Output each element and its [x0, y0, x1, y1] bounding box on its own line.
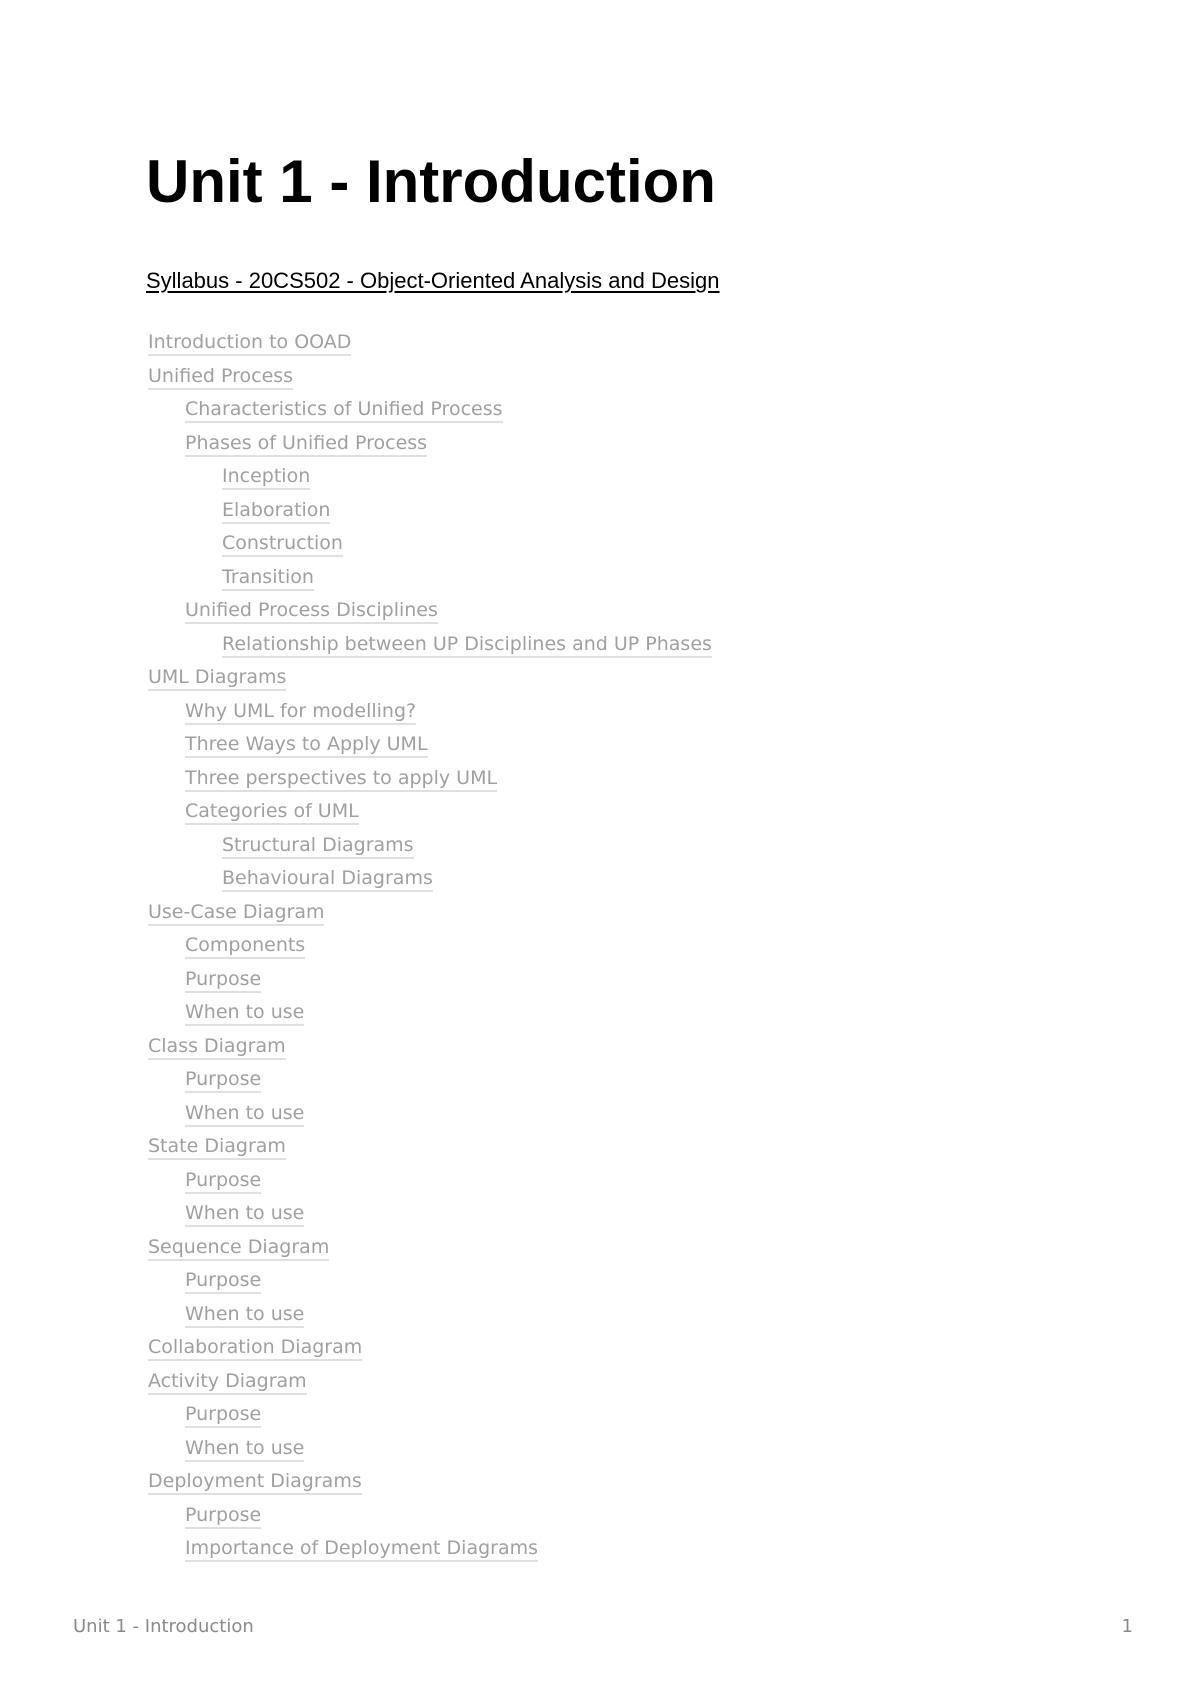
toc-link[interactable]: When to use	[185, 1303, 304, 1328]
toc-item	[148, 1532, 712, 1566]
toc-link[interactable]: When to use	[185, 1001, 304, 1026]
toc-link[interactable]: Components	[185, 934, 305, 959]
footer-page-number: 1	[1121, 1616, 1133, 1637]
toc-item	[148, 1097, 712, 1131]
toc-item	[148, 1365, 712, 1399]
toc-item	[148, 862, 712, 896]
toc-link[interactable]: Purpose	[185, 1504, 261, 1529]
toc-link[interactable]: Construction	[222, 532, 343, 557]
toc-link[interactable]: When to use	[185, 1437, 304, 1462]
toc-item	[148, 728, 712, 762]
toc-item	[148, 561, 712, 595]
toc-item	[148, 929, 712, 963]
table-of-contents	[148, 326, 712, 1566]
toc-item	[148, 695, 712, 729]
toc-link[interactable]: Collaboration Diagram	[148, 1336, 362, 1361]
toc-item	[148, 829, 712, 863]
footer-title: Unit 1 - Introduction	[73, 1616, 254, 1637]
toc-item	[148, 1298, 712, 1332]
toc-link[interactable]: Elaboration	[222, 499, 330, 524]
toc-link[interactable]: Transition	[222, 566, 314, 591]
toc-link[interactable]: Why UML for modelling?	[185, 700, 416, 725]
toc-item	[148, 494, 712, 528]
toc-item	[148, 460, 712, 494]
toc-item	[148, 393, 712, 427]
toc-item	[148, 896, 712, 930]
toc-item	[148, 1499, 712, 1533]
toc-link[interactable]: Categories of UML	[185, 800, 359, 825]
toc-link[interactable]: Three Ways to Apply UML	[185, 733, 428, 758]
toc-item	[148, 996, 712, 1030]
toc-item	[148, 661, 712, 695]
toc-link[interactable]: Behavioural Diagrams	[222, 867, 433, 892]
toc-link[interactable]: Purpose	[185, 1403, 261, 1428]
toc-item	[148, 326, 712, 360]
toc-link[interactable]: Inception	[222, 465, 310, 490]
toc-item	[148, 1164, 712, 1198]
toc-link[interactable]: Class Diagram	[148, 1035, 286, 1060]
toc-item	[148, 963, 712, 997]
toc-link[interactable]: Purpose	[185, 1169, 261, 1194]
toc-link[interactable]: Purpose	[185, 1068, 261, 1093]
toc-link[interactable]: When to use	[185, 1102, 304, 1127]
toc-link[interactable]: Activity Diagram	[148, 1370, 307, 1395]
toc-link[interactable]: Unified Process	[148, 365, 293, 390]
toc-item	[148, 427, 712, 461]
toc-link[interactable]: Relationship between UP Disciplines and UP Phases	[222, 633, 712, 658]
toc-link[interactable]: Phases of Unified Process	[185, 432, 427, 457]
toc-link[interactable]: Importance of Deployment Diagrams	[185, 1537, 538, 1562]
toc-link[interactable]: When to use	[185, 1202, 304, 1227]
toc-link[interactable]: Purpose	[185, 1269, 261, 1294]
toc-item	[148, 762, 712, 796]
toc-item	[148, 1331, 712, 1365]
toc-link[interactable]: UML Diagrams	[148, 666, 286, 691]
toc-link[interactable]: Deployment Diagrams	[148, 1470, 362, 1495]
toc-link[interactable]: Purpose	[185, 968, 261, 993]
toc-item	[148, 795, 712, 829]
syllabus-link[interactable]: Syllabus - 20CS502 - Object-Oriented Analysis and Design	[146, 268, 720, 293]
toc-item	[148, 1398, 712, 1432]
toc-link[interactable]: State Diagram	[148, 1135, 286, 1160]
toc-item	[148, 1197, 712, 1231]
toc-item	[148, 1063, 712, 1097]
toc-link[interactable]: Sequence Diagram	[148, 1236, 329, 1261]
toc-link[interactable]: Introduction to OOAD	[148, 331, 351, 356]
toc-item	[148, 1030, 712, 1064]
toc-item	[148, 594, 712, 628]
toc-item	[148, 1130, 712, 1164]
toc-item	[148, 527, 712, 561]
toc-item	[148, 1432, 712, 1466]
toc-item	[148, 360, 712, 394]
toc-link[interactable]: Use-Case Diagram	[148, 901, 324, 926]
toc-link[interactable]: Three perspectives to apply UML	[185, 767, 497, 792]
toc-item	[148, 1231, 712, 1265]
toc-link[interactable]: Unified Process Disciplines	[185, 599, 438, 624]
page-title: Unit 1 - Introduction	[146, 148, 716, 215]
toc-item	[148, 1465, 712, 1499]
toc-link[interactable]: Structural Diagrams	[222, 834, 414, 859]
toc-link[interactable]: Characteristics of Unified Process	[185, 398, 503, 423]
toc-item	[148, 1264, 712, 1298]
toc-item	[148, 628, 712, 662]
